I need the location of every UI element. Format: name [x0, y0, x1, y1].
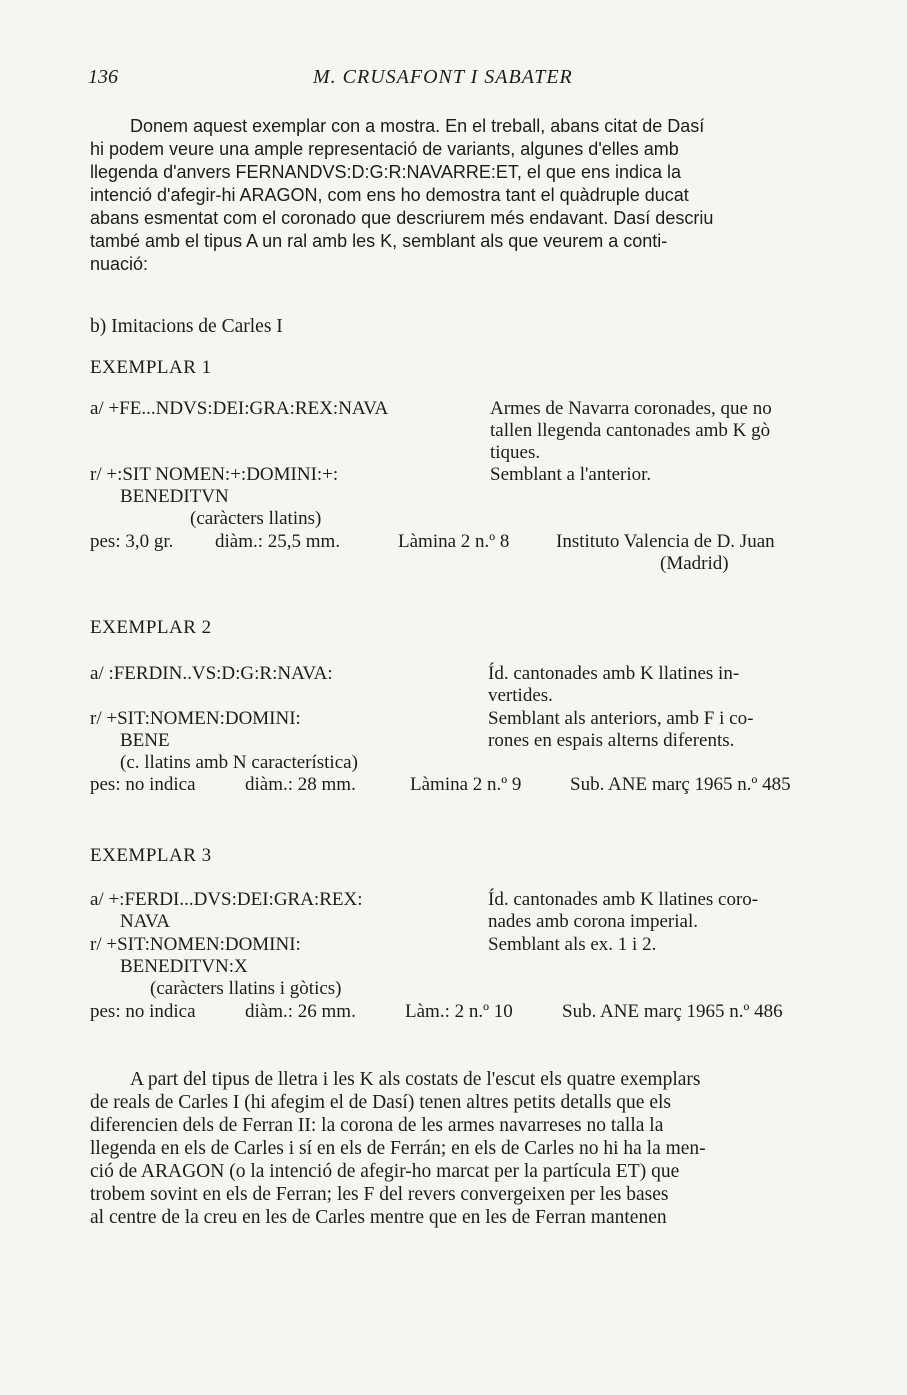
obverse-description-line: tallen llegenda cantonades amb K gò [490, 420, 771, 441]
diameter: diàm.: 28 mm. [245, 774, 356, 795]
obverse-description-line: nades amb corona imperial. [488, 911, 698, 932]
letter-type: (c. llatins amb N característica) [120, 752, 358, 773]
text-line: ció de ARAGON (o la intenció de afegir-ho marcat per la partícula ET) que [90, 1161, 680, 1182]
reverse-legend: r/ +SIT:NOMEN:DOMINI: [90, 934, 301, 955]
section-heading: b) Imitacions de Carles I [90, 316, 283, 337]
text-line: hi podem veure una ample representació de variants, algunes d'elles amb [90, 139, 679, 159]
obverse-legend: a/ :FERDIN..VS:D:G:R:NAVA: [90, 663, 333, 684]
text-line: llegenda d'anvers FERNANDVS:D:G:R:NAVARRE:ET, el que ens indica la [90, 162, 682, 182]
text-line: intenció d'afegir-hi ARAGON, com ens ho demostra tant el quàdruple ducat [90, 185, 689, 205]
diameter: diàm.: 26 mm. [245, 1001, 356, 1022]
obverse-legend: a/ +:FERDI...DVS:DEI:GRA:REX: [90, 889, 363, 910]
exemplar-title: EXEMPLAR 2 [90, 617, 212, 638]
obverse-description-line: tiques. [490, 442, 541, 463]
reverse-description-line: Semblant als ex. 1 i 2. [488, 934, 657, 955]
text-line: llegenda en els de Carles i sí en els de Ferrán; en els de Carles no hi ha la men- [90, 1138, 706, 1159]
reverse-legend: r/ +SIT:NOMEN:DOMINI: [90, 708, 301, 729]
reverse-legend-cont: BENEDITVN:X [120, 956, 248, 977]
reverse-legend: r/ +:SIT NOMEN:+:DOMINI:+: [90, 464, 339, 485]
text-line: abans esmentat com el coronado que descriurem més endavant. Dasí descriu [90, 208, 714, 228]
text-line: trobem sovint en els de Ferran; les F del revers convergeixen per les bases [90, 1184, 669, 1205]
reverse-description-line: rones en espais alterns diferents. [488, 730, 735, 751]
collection-city: (Madrid) [660, 553, 729, 574]
weight: pes: 3,0 gr. [90, 531, 174, 552]
weight: pes: no indica [90, 1001, 196, 1022]
plate-reference: Làmina 2 n.º 9 [410, 774, 522, 795]
obverse-description-line: vertides. [488, 685, 553, 706]
collection: Instituto Valencia de D. Juan [556, 531, 775, 552]
plate-reference: Làm.: 2 n.º 10 [405, 1001, 513, 1022]
weight: pes: no indica [90, 774, 196, 795]
reverse-legend-cont: BENEDITVN [120, 486, 229, 507]
obverse-description-line: Íd. cantonades amb K llatines in- [488, 663, 740, 684]
intro-paragraph [90, 115, 832, 276]
closing-paragraph [90, 1068, 832, 1229]
obverse-legend-cont: NAVA [120, 911, 170, 932]
diameter: diàm.: 25,5 mm. [215, 531, 341, 552]
reverse-description-line: Semblant als anteriors, amb F i co- [488, 708, 754, 729]
text-line: nuació: [90, 254, 149, 274]
exemplar-title: EXEMPLAR 1 [90, 357, 212, 378]
reverse-description-line: Semblant a l'anterior. [490, 464, 652, 485]
obverse-description-line: Íd. cantonades amb K llatines coro- [488, 889, 759, 910]
collection: Sub. ANE març 1965 n.º 485 [570, 774, 791, 795]
text-line: A part del tipus de lletra i les K als costats de l'escut els quatre exemplars [130, 1069, 701, 1090]
text-line: al centre de la creu en les de Carles mentre que en les de Ferran mantenen [90, 1207, 667, 1228]
running-title: M. CRUSAFONT I SABATER [313, 66, 573, 88]
letter-type: (caràcters llatins i gòtics) [150, 978, 342, 999]
text-line: diferencien dels de Ferran II: la corona de les armes navarreses no talla la [90, 1115, 664, 1136]
running-head [88, 66, 838, 96]
exemplar-title: EXEMPLAR 3 [90, 845, 212, 866]
text-line: també amb el tipus A un ral amb les K, semblant als que veurem a conti- [90, 231, 668, 251]
text-line: de reals de Carles I (hi afegim el de Dasí) tenen altres petits detalls que els [90, 1092, 671, 1113]
plate-reference: Làmina 2 n.º 8 [398, 531, 510, 552]
collection: Sub. ANE març 1965 n.º 486 [562, 1001, 783, 1022]
reverse-legend-cont: BENE [120, 730, 170, 751]
page-number: 136 [88, 66, 118, 88]
obverse-description-line: Armes de Navarra coronades, que no [490, 398, 772, 419]
text-line: Donem aquest exemplar con a mostra. En el treball, abans citat de Dasí [130, 116, 705, 136]
letter-type: (caràcters llatins) [190, 508, 322, 529]
obverse-legend: a/ +FE...NDVS:DEI:GRA:REX:NAVA [90, 398, 389, 419]
